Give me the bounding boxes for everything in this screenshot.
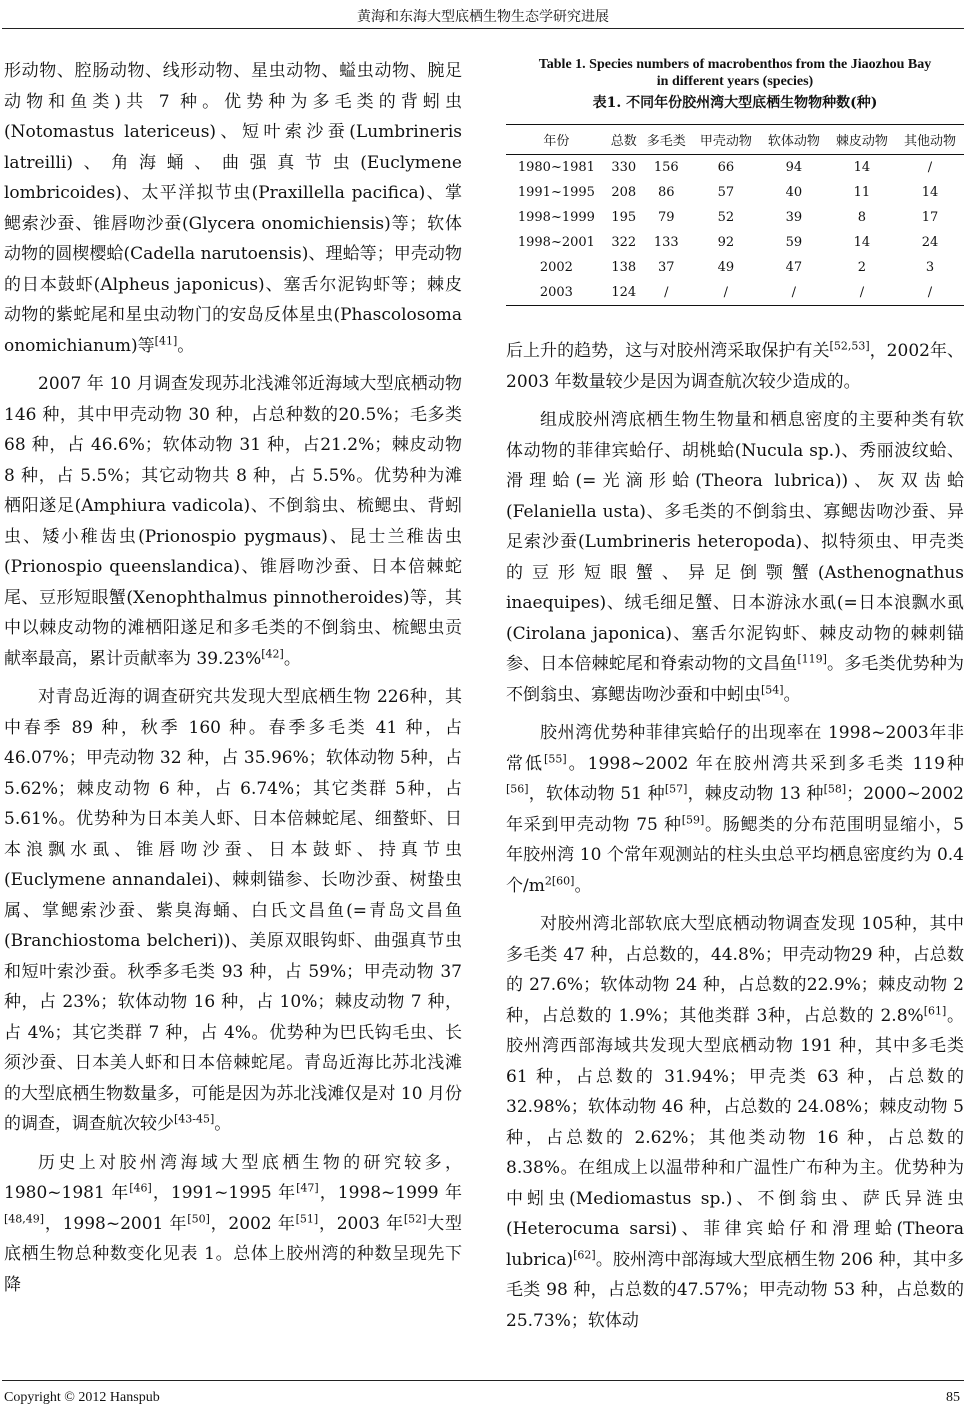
text: 。 (783, 684, 801, 705)
paragraph (506, 718, 964, 901)
table-row (506, 230, 964, 255)
footer-rule (2, 1380, 964, 1381)
species-table (506, 124, 964, 306)
citation: [56] (506, 782, 529, 796)
column-header: 软体动物 (760, 125, 828, 155)
table-cell: 94 (785, 160, 803, 175)
paragraph (506, 336, 964, 397)
table-cell: 47 (785, 260, 803, 275)
column-header: 棘皮动物 (828, 125, 896, 155)
table-cell: 322 (611, 235, 637, 250)
citation: [62] (573, 1247, 596, 1261)
text: ，2003 年 (318, 1213, 404, 1234)
citation: [52] (403, 1211, 427, 1225)
paragraph (4, 682, 462, 1140)
table-cell: 66 (717, 160, 735, 175)
text: 。 (177, 335, 195, 356)
text: 对胶州湾北部软底大型底栖动物调查发现 105种，其中多毛类 47 种，占总数的，44.8%；甲壳动物29 种，占总数的 27.6%；软体动物 24 种，占总数的22.9%；棘皮动物 2 种，占总数的 1.9%；其他类群 3种，占总数的 2.8% (506, 914, 964, 1026)
text: ，棘皮动物 13 种 (687, 784, 824, 804)
citation: [58] (823, 782, 847, 796)
text: 。 (574, 875, 592, 896)
citation: [43-45] (174, 1112, 215, 1126)
caption-line: Table 1. Species numbers of macrobenthos from the Jiaozhou Bay (538, 57, 932, 72)
left-column (4, 56, 462, 1300)
table-cell: / (641, 280, 692, 306)
text: ，1991~1995 年 (151, 1183, 297, 1203)
table-cell: 208 (611, 185, 637, 200)
table-caption-cn: 表1. 不同年份胶州湾大型底栖生物物种数(种) (592, 95, 878, 111)
text: 对青岛近海的调查研究共发现大型底栖生物 226种，其中春季 89 种，秋季 160 种。春季多毛类 41 种，占 46.07%；甲壳动物 32 种，占 35.96%；软体动物 5种，占 5.62%；棘皮动物 6 种，占 6.74%；其它类群 5种，占 5.61%。优势种为日本美人虾、日本倍棘蛇尾、细螯虾、日本浪飘水虱、锥唇吻沙蚕、日本鼓虾、持真节虫(Euclymene annandalei)、棘刺锚参、长吻沙蚕、树蛰虫属、掌鳃索沙蚕、紫臭海蛹、白氏文昌鱼(=青岛文昌鱼(Branchiostoma belcheri))、美原双眼钩虾、曲强真节虫和短叶索沙蚕。秋季多毛类 93 种，占 59%；甲壳动物 37 种，占 23%；软体动物 16 种，占 10%；棘皮动物 7 种，占 4%；其它类群 7 种，占 4%。优势种为巴氏钩毛虫、长须沙蚕、日本美人虾和日本倍棘蛇尾。青岛近海比苏北浅滩的大型底栖生物数量多，可能是因为苏北浅滩仅是对 10 月份的调查，调查航次较少 (4, 687, 462, 1134)
text: 。 (214, 1114, 232, 1134)
table-cell: 92 (717, 235, 735, 250)
text: 。 (283, 648, 301, 669)
table-cell: 14 (853, 160, 871, 175)
table-cell: 1998~2001 (517, 235, 595, 250)
text: ，2002年、2003 年数量较少是因为调查航次较少造成的。 (506, 341, 965, 392)
text: 。多毛类优势种为不倒翁虫、寡鳃齿吻沙蚕和中蚓虫 (506, 654, 965, 705)
table-cell: 39 (785, 210, 803, 225)
text: 。1998~2002 年在胶州湾共采到多毛类 119种 (566, 753, 965, 774)
citation: [51] (295, 1211, 319, 1225)
paragraph (4, 1148, 462, 1301)
text: ，软体动物 51 种 (528, 784, 665, 804)
text: 。胶州湾西部海域共发现大型底栖动物 191 种，其中多毛类 61 种，占总数的 31.94%；甲壳类 63 种，占总数的 32.98%；软体动物 46 种，占总数的 24.08%；棘皮动物 5 种，占总数的 2.62%；其他类动物 16 种，占总数的 8.38%。在组成上以温带种和广温性广布种为主。优势种为中蚓虫(Mediomastus sp.)、不倒翁虫、萨氏异涟虫(Heterocuma sarsi)、菲律宾蛤仔和滑理蛤(Theora lubrica) (506, 1005, 965, 1270)
text: ；2000~2002年采到甲壳动物 75 种 (506, 784, 964, 835)
table-cell: 57 (717, 185, 735, 200)
text: ，2002 年 (209, 1213, 296, 1234)
right-column (506, 336, 964, 1336)
table-cell: 79 (658, 210, 675, 225)
text: 胶州湾优势种菲律宾蛤仔的出现率在 1998~2003年非常低 (506, 723, 964, 774)
table-cell: / (760, 280, 828, 306)
page-number: 85 (946, 1390, 960, 1405)
citation: [55] (544, 751, 567, 765)
paragraph (506, 405, 964, 710)
citation: 2[60] (544, 873, 575, 887)
table-header-row (506, 125, 964, 155)
text: ，1998~2001 年 (44, 1213, 188, 1234)
table-cell: 14 (921, 185, 939, 200)
table-cell: 11 (853, 185, 871, 200)
header-rule (2, 28, 964, 29)
table-cell: 195 (611, 210, 637, 225)
table-cell: 17 (921, 210, 939, 225)
paragraph (506, 909, 964, 1336)
table-cell: 24 (921, 235, 939, 250)
paragraph (4, 56, 462, 361)
table-row (506, 280, 964, 306)
citation: [50] (187, 1211, 210, 1225)
running-title: 黄海和东海大型底栖生物生态学研究进展 (357, 9, 609, 25)
citation: [59] (681, 812, 705, 826)
citation: [52,53] (829, 339, 870, 353)
table-cell: 49 (717, 260, 735, 275)
text: 历史上对胶州湾海域大型底栖生物的研究较多，1980~1981 年 (4, 1152, 462, 1203)
table-cell: 3 (925, 260, 935, 275)
citation: [48,49] (4, 1211, 45, 1225)
citation: [57] (664, 782, 688, 796)
table-cell: 133 (653, 235, 679, 250)
table-cell: / (828, 280, 896, 306)
table-cell: 37 (658, 260, 675, 275)
table-cell: 40 (785, 185, 803, 200)
citation: [46] (129, 1181, 152, 1195)
column-header: 年份 (506, 125, 607, 155)
table-cell: 1998~1999 (517, 210, 595, 225)
table-cell: / (692, 280, 760, 306)
table-row (506, 205, 964, 230)
text: 。胶州湾中部海域大型底栖生物 206 种，其中多毛类 98 种，占总数的47.57%；甲壳动物 53 种，占总数的 25.73%；软体动 (506, 1249, 964, 1331)
text: 。肠鳃类的分布范围明显缩小，5 年胶州湾 10 个常年观测站的柱头虫总平均栖息密度约为 0.4 个/m (506, 814, 964, 896)
table-cell: 2003 (506, 280, 607, 306)
table-row (506, 180, 964, 205)
text: 组成胶州湾底栖生物生物量和栖息密度的主要种类有软体动物的菲律宾蛤仔、胡桃蛤(Nucula sp.)、秀丽波纹蛤、滑理蛤(=光滴形蛤(Theora lubrica))、灰双齿蛤(Felaniella usta)、多毛类的不倒翁虫、寡鳃齿吻沙蚕、异足索沙蚕(Lumbrineris heteropoda)、拟特须虫、甲壳类的豆形短眼蟹、异足倒颚蟹(Asthenognathus inaequipes)、绒毛细足蟹、日本游泳水虱(=日本浪飘水虱(Cirolana japonica)、塞舌尔泥钩虾、棘皮动物的棘刺锚参、日本倍棘蛇尾和脊索动物的文昌鱼 (506, 410, 964, 674)
citation: [54] (761, 682, 784, 696)
species-table-block (506, 56, 964, 306)
text: 后上升的趋势，这与对胶州湾采取保护有关 (506, 341, 830, 361)
table-cell: / (927, 160, 933, 175)
table-cell: 2002 (539, 260, 573, 275)
table-cell: 59 (785, 235, 803, 250)
table-cell: 52 (717, 210, 735, 225)
text: 大型底栖生物总种数变化见表 1。总体上胶州湾的种数呈现先下降 (4, 1213, 462, 1295)
table-row (506, 155, 964, 181)
table-caption-en (506, 56, 964, 90)
table-row (506, 255, 964, 280)
citation: [41] (154, 333, 178, 347)
table-cell: 1980~1981 (517, 160, 595, 175)
text: ，1998~1999 年 (318, 1183, 462, 1203)
table-cell: 1991~1995 (517, 185, 595, 200)
table-cell: / (896, 280, 964, 306)
table-cell: 14 (853, 235, 871, 250)
table-cell: 2 (857, 260, 867, 275)
column-header: 总数 (607, 125, 641, 155)
citation: [47] (296, 1181, 319, 1195)
caption-line: in different years (species) (656, 74, 814, 89)
table-body (506, 155, 964, 306)
column-header: 其他动物 (896, 125, 964, 155)
citation: [61] (923, 1003, 947, 1017)
citation: [119] (797, 652, 827, 666)
table-cell: 8 (857, 210, 867, 225)
table-cell: 330 (611, 160, 637, 175)
citation: [42] (261, 646, 284, 660)
column-header: 甲壳动物 (692, 125, 760, 155)
table-cell: 156 (653, 160, 679, 175)
table-cell: 124 (607, 280, 641, 306)
column-header: 多毛类 (641, 125, 692, 155)
copyright: Copyright © 2012 Hanspub (4, 1390, 160, 1405)
table-cell: 86 (658, 185, 675, 200)
text: 形动物、腔肠动物、线形动物、星虫动物、螠虫动物、腕足动物和鱼类)共 7 种。优势种为多毛类的背蚓虫(Notomastus latericeus)、短叶索沙蚕(Lumbrineris latreilli)、角海蛹、曲强真节虫(Euclymene lombricoides)、太平洋拟节虫(Praxillella pacifica)、掌鳃索沙蚕、锥唇吻沙蚕(Glycera onomichiensis)等；软体动物的圆楔樱蛤(Cadella narutoensis)、理蛤等；甲壳动物的日本鼓虾(Alpheus japonicus)、塞舌尔泥钩虾等；棘皮动物的紫蛇尾和星虫动物门的安岛反体星虫(Phascolosoma onomichianum)等 (4, 61, 462, 356)
text: 2007 年 10 月调查发现苏北浅滩邻近海域大型底栖动物 146 种，其中甲壳动物 30 种，占总种数的20.5%；毛多类 68 种，占 46.6%；软体动物 31 种，占21.2%；棘皮动物 8 种，占 5.5%；其它动物共 8 种，占 5.5%。优势种为滩栖阳遂足(Amphiura vadicola)、不倒翁虫、梳鳃虫、背蚓虫、矮小稚齿虫(Prionospio pygmaus)、昆士兰稚齿虫(Prionospio queenslandica)、锥唇吻沙蚕、日本倍棘蛇尾、豆形短眼蟹(Xenophthalmus pinnotheroides)等，其中以棘皮动物的滩栖阳遂足和多毛类的不倒翁虫、梳鳃虫贡献率最高，累计贡献率为 39.23% (4, 374, 462, 669)
paragraph (4, 369, 462, 674)
table-cell: 138 (611, 260, 637, 275)
